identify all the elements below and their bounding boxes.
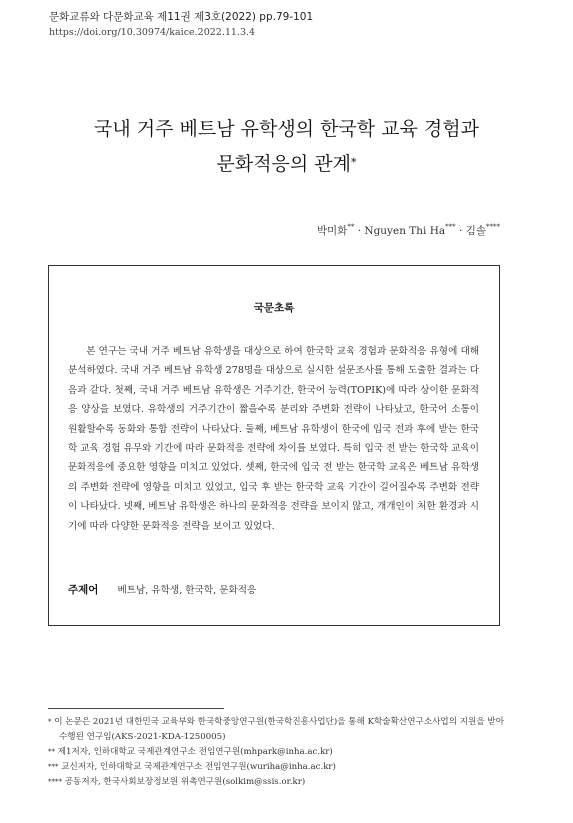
keywords-values: 베트남, 유학생, 한국학, 문화적응 xyxy=(117,585,257,596)
abstract-body: 본 연구는 국내 거주 베트남 유학생을 대상으로 하여 한국학 교육 경험과 문화적응 유형에 대해 분석하였다. 국내 거주 베트남 유학생 278명을 대상으로 실시한 설문조사를 통해 도출한 결과는 다음과 같다. 첫째, 국내 거주 베트남 유학생은 거주기간, 한국어 능력(TOPIK)에 따라 상이한 문화적응 양상을 보였다. 유학생의 거주기간이 짧을수록 분리와 주변화 전략이 나타났고, 한국어 소통이 원활할수록 동화와 통합 전략이 나타났다. 둘째, 베트남 유학생이 한국에 입국 전과 후에 받는 한국학 교육 경험 유무와 기간에 따라 문화적응 전략에 차이를 보였다. 특히 입국 전 받는 한국학 교육이 문화적응에 중요한 영향을 미치고 있었다. 셋째, 한국에 입국 전 받는 한국학 교육은 베트남 유학생의 주변화 전략에 영향을 미치고 있었고, 입국 후 받는 한국학 교육 기간이 길어질수록 주변화 전략이 나타났다. 넷째, 베트남 유학생은 하나의 문화적응 전략을 보이지 않고, 개개인이 처한 환경과 시기에 따라 다양한 문화적응 전략을 보이고 있었다. xyxy=(68,346,479,532)
footnote-mark: *** xyxy=(48,763,59,771)
footnote-text: 교신저자, 인하대학교 국제관계연구소 전임연구원(wuriha@inha.ac.kr) xyxy=(61,762,336,772)
doi-link[interactable]: https://doi.org/10.30974/kaice.2022.11.3.4 xyxy=(49,27,256,38)
footnote xyxy=(48,715,508,745)
journal-citation: 문화교류와 다문화교육 제11권 제3호(2022) pp.79-101 xyxy=(49,11,314,23)
author-name: 김솔 xyxy=(465,225,486,237)
footnote-mark: ** xyxy=(48,748,55,756)
footnote-text: 제1저자, 인하대학교 국제관계연구소 전임연구원(mhpark@inha.ac.kr) xyxy=(57,747,333,757)
footnote xyxy=(48,760,508,775)
author-name: 박미화 xyxy=(316,225,348,237)
footnote xyxy=(48,745,508,760)
author-separator: · xyxy=(357,225,362,237)
abstract-box xyxy=(48,265,500,626)
author-separator: · xyxy=(459,225,463,237)
footnote-text: 이 논문은 2021년 대한민국 교육부와 한국학중앙연구원(한국학진흥사업단)을 통해 K학술확산연구소사업의 지원을 받아 수행된 연구임(AKS-2021-KDA-1250005) xyxy=(54,717,504,742)
footnote-mark: * xyxy=(48,718,52,726)
keywords-row xyxy=(68,582,256,597)
author-list xyxy=(317,223,500,238)
footnotes xyxy=(48,715,508,790)
title-line-1: 국내 거주 베트남 유학생의 한국학 교육 경험과 xyxy=(94,118,479,140)
footnote-mark: **** xyxy=(48,778,62,786)
author-mark: ** xyxy=(347,223,355,231)
footnote xyxy=(48,775,508,790)
title-line-2 xyxy=(20,147,553,182)
footnote-divider xyxy=(48,708,224,709)
paper-title xyxy=(20,112,553,182)
title-line-2-text: 문화적응의 관계 xyxy=(216,153,352,175)
abstract-heading: 국문초록 xyxy=(253,302,295,314)
author-mark: **** xyxy=(486,223,500,231)
keywords-label: 주제어 xyxy=(68,584,99,596)
title-footnote-mark: * xyxy=(351,156,357,169)
author-mark: *** xyxy=(445,223,456,231)
author-name: Nguyen Thi Ha xyxy=(364,225,446,237)
footnote-text: 공동저자, 한국사회보장정보원 위촉연구원(solkim@ssis.or.kr) xyxy=(64,777,306,787)
